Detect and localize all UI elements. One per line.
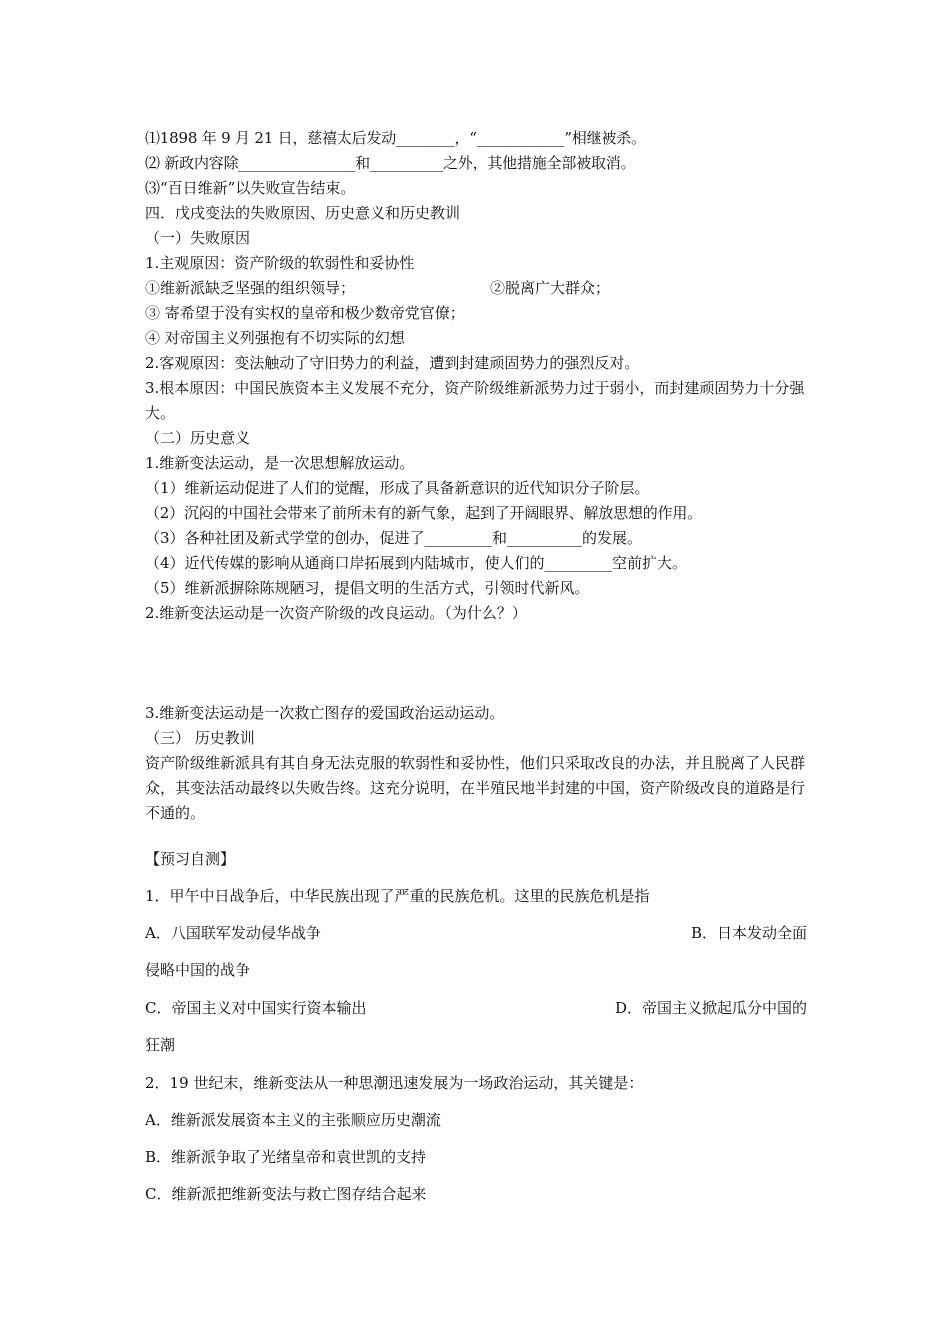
significance-3: 3.维新变法运动是一次救亡图存的爱国政治运动运动。 xyxy=(145,704,505,722)
part3-line-1: ⑴1898 年 9 月 21 日，慈禧太后发动________，“____________”相继被杀。 xyxy=(145,129,646,147)
question-1-option-b-continued: 侵略中国的战争 xyxy=(145,961,251,979)
subsection-failure-reasons: （一）失败原因 xyxy=(145,229,251,247)
significance-1: 1.维新变法运动，是一次思想解放运动。 xyxy=(145,454,415,472)
significance-1-item-2: （2）沉闷的中国社会带来了前所未有的新气象，起到了开阔眼界、解放思想的作用。 xyxy=(145,504,702,522)
significance-1-item-5: （5）维新派摒除陈规陋习，提倡文明的生活方式，引领时代新风。 xyxy=(145,579,590,597)
lessons-body: 资产阶级维新派具有其自身无法克服的软弱性和妥协性，他们只采取改良的办法，并且脱离了人民群众，其变法活动最终以失败告终。这充分说明，在半殖民地半封建的中国，资产阶级改良的道路是行不通的。 xyxy=(145,754,806,822)
root-reason: 3.根本原因：中国民族资本主义发展不充分，资产阶级维新派势力过于弱小，而封建顽固势力十分强大。 xyxy=(145,379,805,422)
question-1-option-a: A．八国联军发动侵华战争 xyxy=(145,924,321,942)
significance-1-item-3: （3）各种社团及新式学堂的创办，促进了_________和__________的发展。 xyxy=(145,529,643,547)
question-1: 1．甲午中日战争后，中华民族出现了严重的民族危机。这里的民族危机是指 xyxy=(145,887,650,905)
objective-reason: 2.客观原因：变法触动了守旧势力的利益，遭到封建顽固势力的强烈反对。 xyxy=(145,354,640,372)
section-heading-4: 四．戊戌变法的失败原因、历史意义和历史教训 xyxy=(145,204,461,222)
significance-1-item-1: （1）维新运动促进了人们的觉醒，形成了具备新意识的近代知识分子阶层。 xyxy=(145,479,650,497)
quiz-title: 【预习自测】 xyxy=(145,850,236,868)
question-2: 2．19 世纪末，维新变法从一种思潮迅速发展为一场政治运动，其关键是： xyxy=(145,1074,644,1092)
significance-1-item-4: （4）近代传媒的影响从通商口岸拓展到内陆城市，使人们的_________空前扩大。 xyxy=(145,554,688,572)
part3-line-2: ⑵ 新政内容除________________和__________之外，其他措施全部被取消。 xyxy=(145,154,636,172)
question-2-option-a: A．维新派发展资本主义的主张顺应历史潮流 xyxy=(145,1111,441,1129)
subsection-significance: （二）历史意义 xyxy=(145,429,251,447)
subsection-lessons: （三） 历史教训 xyxy=(145,729,255,747)
subjective-reason: 1.主观原因：资产阶级的软弱性和妥协性 xyxy=(145,254,415,272)
question-1-option-d-continued: 狂潮 xyxy=(145,1036,176,1054)
reason-item-1: ①维新派缺乏坚强的组织领导； xyxy=(145,279,356,297)
reason-item-3: ③ 寄希望于没有实权的皇帝和极少数帝党官僚； xyxy=(145,304,465,322)
part3-line-3: ⑶“百日维新”以失败宣告结束。 xyxy=(145,179,356,197)
reason-item-4: ④ 对帝国主义列强抱有不切实际的幻想 xyxy=(145,329,405,347)
reason-item-2: ②脱离广大群众； xyxy=(490,279,611,297)
significance-2: 2.维新变法运动是一次资产阶级的改良运动。（为什么？） xyxy=(145,604,527,622)
question-2-option-b: B．维新派争取了光绪皇帝和袁世凯的支持 xyxy=(145,1148,427,1166)
question-1-option-b: B．日本发动全面 xyxy=(690,924,807,942)
question-1-option-d: D．帝国主义掀起瓜分中国的 xyxy=(614,999,807,1017)
question-1-option-c: C．帝国主义对中国实行资本输出 xyxy=(145,999,367,1017)
question-2-option-c: C．维新派把维新变法与救亡图存结合起来 xyxy=(145,1185,427,1203)
